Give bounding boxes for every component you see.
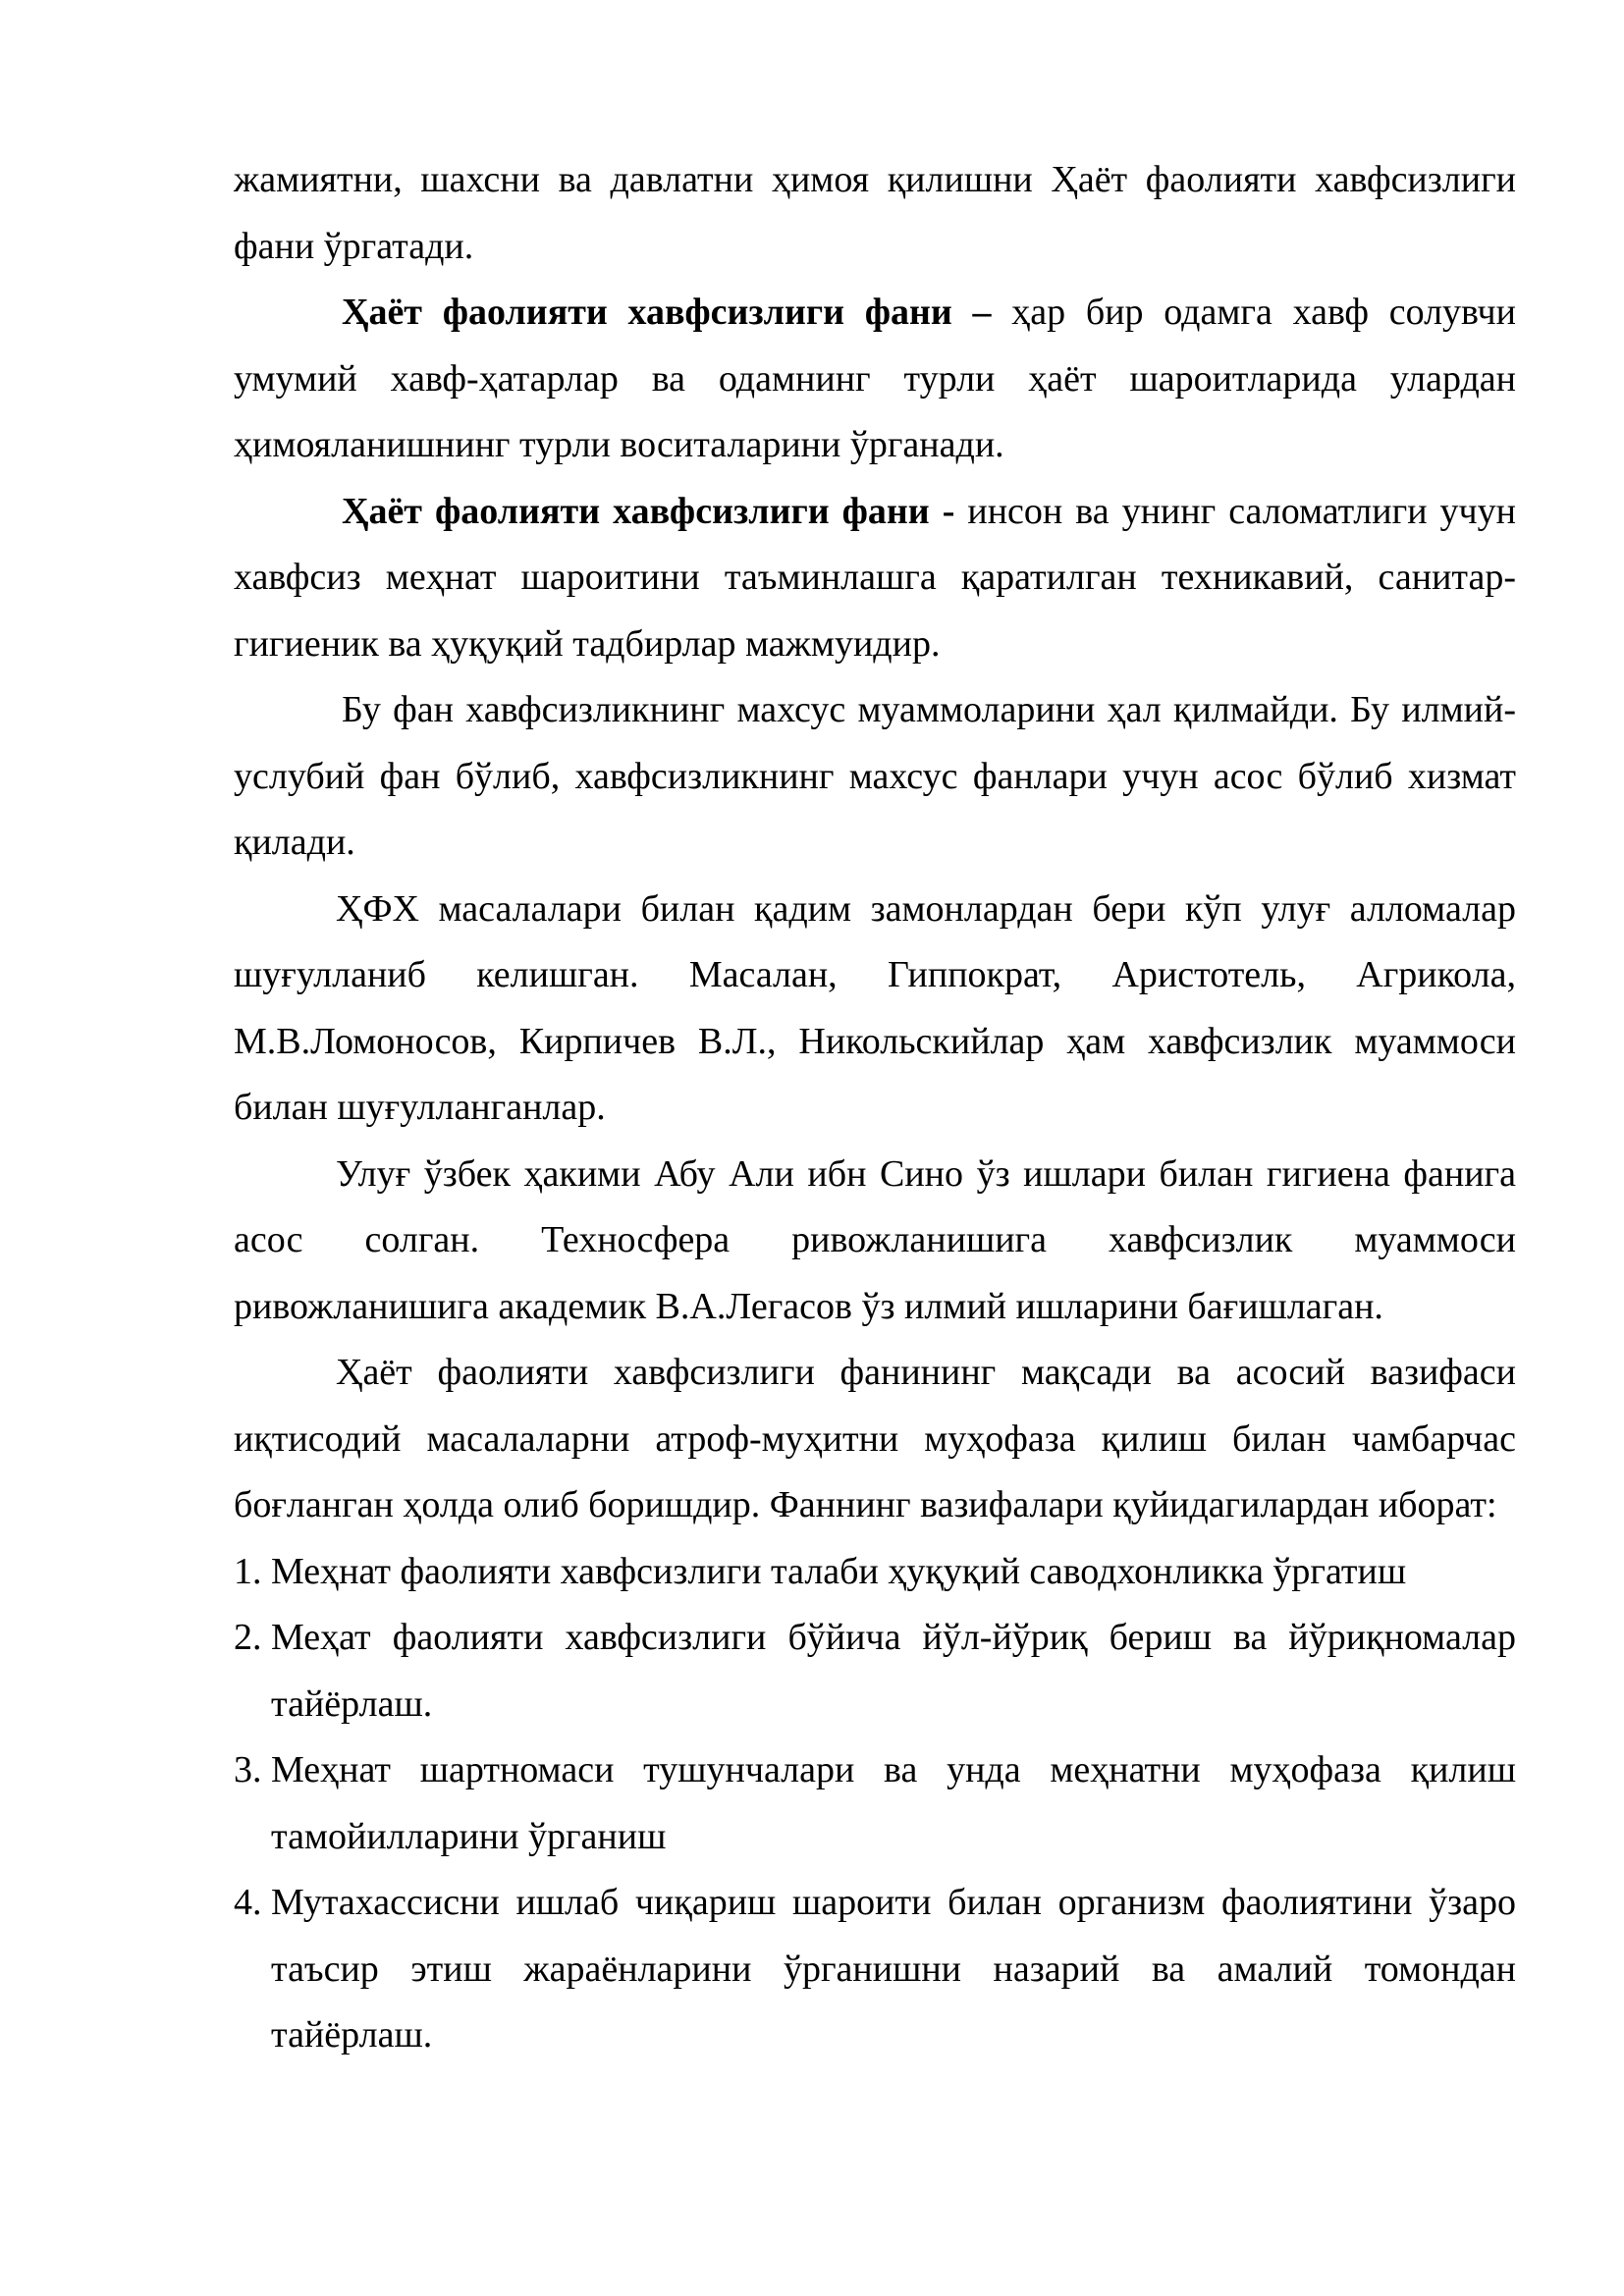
paragraph-goals: Ҳаёт фаолияти хавфсизлиги фанининг мақсади ва асосий вазифаси иқтисодий масалаларни атроф-муҳитни муҳофаза қилиш билан чамбарчас боғланган ҳолда олиб боришдир. Фаннинг вазифалари қуйидагилардан иборат: [234, 1352, 1516, 1525]
definition-text: ҳар бир одамга хавф солувчи умумий хавф-ҳатарлар ва одамнинг турли ҳаёт шароитларида улардан ҳимояланишнинг турли воситаларини ўрганади. [234, 292, 1517, 465]
list-item-number: 4. [234, 1882, 262, 1923]
paragraph-scope: Бу фан хавфсизликнинг махсус муаммоларини ҳал қилмайди. Бу илмий-услубий фан бўлиб, хавфсизликнинг махсус фанлари учун асос бўлиб хизмат қилади. [234, 689, 1516, 863]
list-item [234, 1870, 1516, 2069]
list-item-number: 3. [234, 1749, 262, 1790]
definition-term: Ҳаёт фаолияти хавфсизлиги фани – [342, 292, 992, 333]
paragraph-scholars: Улуғ ўзбек ҳакими Абу Али ибн Сино ўз ишлари билан гигиена фанига асос солган. Техносфера ривожланишига хавфсизлик муаммоси ривожланишига академик В.А.Легасов ўз илмий ишларини бағишлаган. [234, 1152, 1516, 1327]
definition-term: Ҳаёт фаолияти хавфсизлиги фани - [342, 490, 955, 532]
list-item [234, 1605, 1516, 1737]
list-item [234, 1737, 1516, 1870]
paragraph-intro: жамиятни, шахсни ва давлатни ҳимоя қилишни Ҳаёт фаолияти хавфсизлиги фани ўргатади. [234, 159, 1516, 267]
list-item [234, 1539, 1516, 1606]
list-item-text: Меҳнат фаолияти хавфсизлиги талаби ҳуқуқий саводхонликка ўргатиш [271, 1550, 1407, 1592]
paragraph-history: ҲФХ масалалари билан қадим замонлардан бери кўп улуғ алломалар шуғулланиб келишган. Масалан, Гиппократ, Аристотель, Агрикола, М.В.Ломоносов, Кирпичев В.Л., Никольскийлар ҳам хавфсизлик муаммоси билан шуғулланганлар. [234, 887, 1516, 1128]
list-item-text: Меҳат фаолияти хавфсизлиги бўйича йўл-йўриқ бериш ва йўриқномалар тайёрлаш. [271, 1617, 1516, 1725]
list-item-text: Мутахассисни ишлаб чиқариш шароити билан организм фаолиятини ўзаро таъсир этиш жараёнларини ўрганишни назарий ва амалий томондан тайёрлаш. [271, 1882, 1516, 2056]
paragraph-definition-1 [234, 280, 1516, 479]
document-page [234, 147, 1516, 2069]
tasks-list [234, 1539, 1516, 2069]
list-item-number: 1. [234, 1550, 262, 1592]
paragraph-definition-2 [234, 479, 1516, 678]
list-item-text: Меҳнат шартномаси тушунчалари ва унда меҳнатни муҳофаза қилиш тамойилларини ўрганиш [271, 1749, 1516, 1857]
list-item-number: 2. [234, 1617, 262, 1658]
definition-text: инсон ва унинг саломатлиги учун хавфсиз меҳнат шароитини таъминлашга қаратилган техникавий, санитар-гигиеник ва ҳуқуқий тадбирлар мажмуидир. [234, 490, 1516, 665]
